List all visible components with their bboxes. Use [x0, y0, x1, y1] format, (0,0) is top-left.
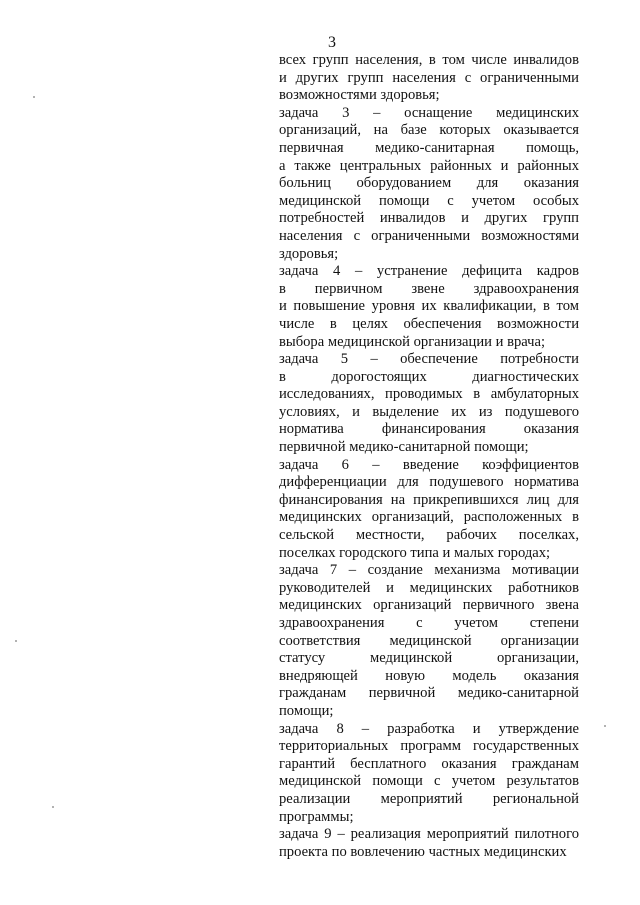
- paragraph: [279, 457, 579, 563]
- scan-speck: [52, 806, 54, 808]
- text-line: населения с ограниченными возможностями: [279, 227, 579, 244]
- text-line: гарантий бесплатного оказания гражданам: [279, 755, 579, 772]
- text-line: в дорогостоящих диагностических: [279, 368, 579, 385]
- text-line: медицинских организаций, расположенных в: [279, 509, 579, 526]
- text-line: задача 9 – реализация мероприятий пилотного: [279, 826, 579, 843]
- text-line: соответствия медицинской организации: [279, 632, 579, 649]
- text-line: задача 7 – создание механизма мотивации: [279, 562, 579, 579]
- text-line: задача 8 – разработка и утверждение: [279, 720, 579, 737]
- text-line: первичной медико-санитарной помощи;: [279, 439, 529, 456]
- text-line: больниц оборудованием для оказания: [279, 175, 579, 192]
- text-line: задача 5 – обеспечение потребности: [279, 351, 579, 368]
- text-line: задача 4 – устранение дефицита кадров: [279, 263, 579, 280]
- page-number: 3: [328, 34, 336, 51]
- text-line: и других групп населения с ограниченными: [279, 69, 579, 86]
- text-line: задача 3 – оснащение медицинских: [279, 104, 579, 121]
- paragraph: [279, 562, 579, 720]
- text-line: территориальных программ государственных: [279, 738, 579, 755]
- text-line: первичная медико-санитарная помощь,: [279, 139, 579, 156]
- text-line: руководителей и медицинских работников: [279, 579, 579, 596]
- text-line: помощи;: [279, 702, 334, 719]
- text-line: дифференциации для подушевого норматива: [279, 474, 579, 491]
- text-line: исследованиях, проводимых в амбулаторных: [279, 386, 579, 403]
- text-line: а также центральных районных и районных: [279, 157, 579, 174]
- text-line: и повышение уровня их квалификации, в том: [279, 298, 579, 315]
- text-line: потребностей инвалидов и других групп: [279, 210, 579, 227]
- text-line: медицинской помощи с учетом результатов: [279, 773, 579, 790]
- text-line: выбора медицинской организации и врача;: [279, 333, 546, 350]
- text-line: поселках городского типа и малых городах;: [279, 544, 551, 561]
- document-body: [279, 52, 579, 861]
- paragraph: [279, 52, 579, 105]
- text-line: организаций, на базе которых оказывается: [279, 122, 579, 139]
- paragraph: [279, 263, 579, 351]
- paragraph: [279, 351, 579, 457]
- text-line: возможностями здоровья;: [279, 87, 440, 104]
- text-line: числе в целях обеспечения возможности: [279, 315, 579, 332]
- text-line: статусу медицинской организации,: [279, 650, 579, 667]
- text-line: финансирования на прикрепившихся лиц для: [279, 491, 579, 508]
- scan-speck: [604, 725, 606, 727]
- text-line: норматива финансирования оказания: [279, 421, 579, 438]
- scan-speck: [33, 96, 35, 98]
- text-line: проекта по вовлечению частных медицинских: [279, 843, 567, 860]
- text-line: условиях, и выделение их из подушевого: [279, 403, 579, 420]
- text-line: всех групп населения, в том числе инвалидов: [279, 52, 579, 68]
- scan-speck: [15, 640, 17, 642]
- paragraph: [279, 105, 579, 263]
- text-line: задача 6 – введение коэффициентов: [279, 456, 579, 473]
- text-line: здоровья;: [279, 245, 339, 262]
- text-line: программы;: [279, 808, 354, 825]
- text-line: здравоохранения с учетом степени: [279, 615, 579, 631]
- text-line: гражданам первичной медико-санитарной: [279, 685, 579, 702]
- text-line: в первичном звене здравоохранения: [279, 280, 579, 297]
- text-line: медицинских организаций первичного звена: [279, 597, 579, 614]
- text-line: внедряющей новую модель оказания: [279, 667, 579, 684]
- paragraph: [279, 826, 579, 861]
- text-line: реализации мероприятий региональной: [279, 790, 579, 807]
- text-line: медицинской помощи с учетом особых: [279, 192, 579, 209]
- paragraph: [279, 721, 579, 827]
- text-line: сельской местности, рабочих поселках,: [279, 527, 579, 544]
